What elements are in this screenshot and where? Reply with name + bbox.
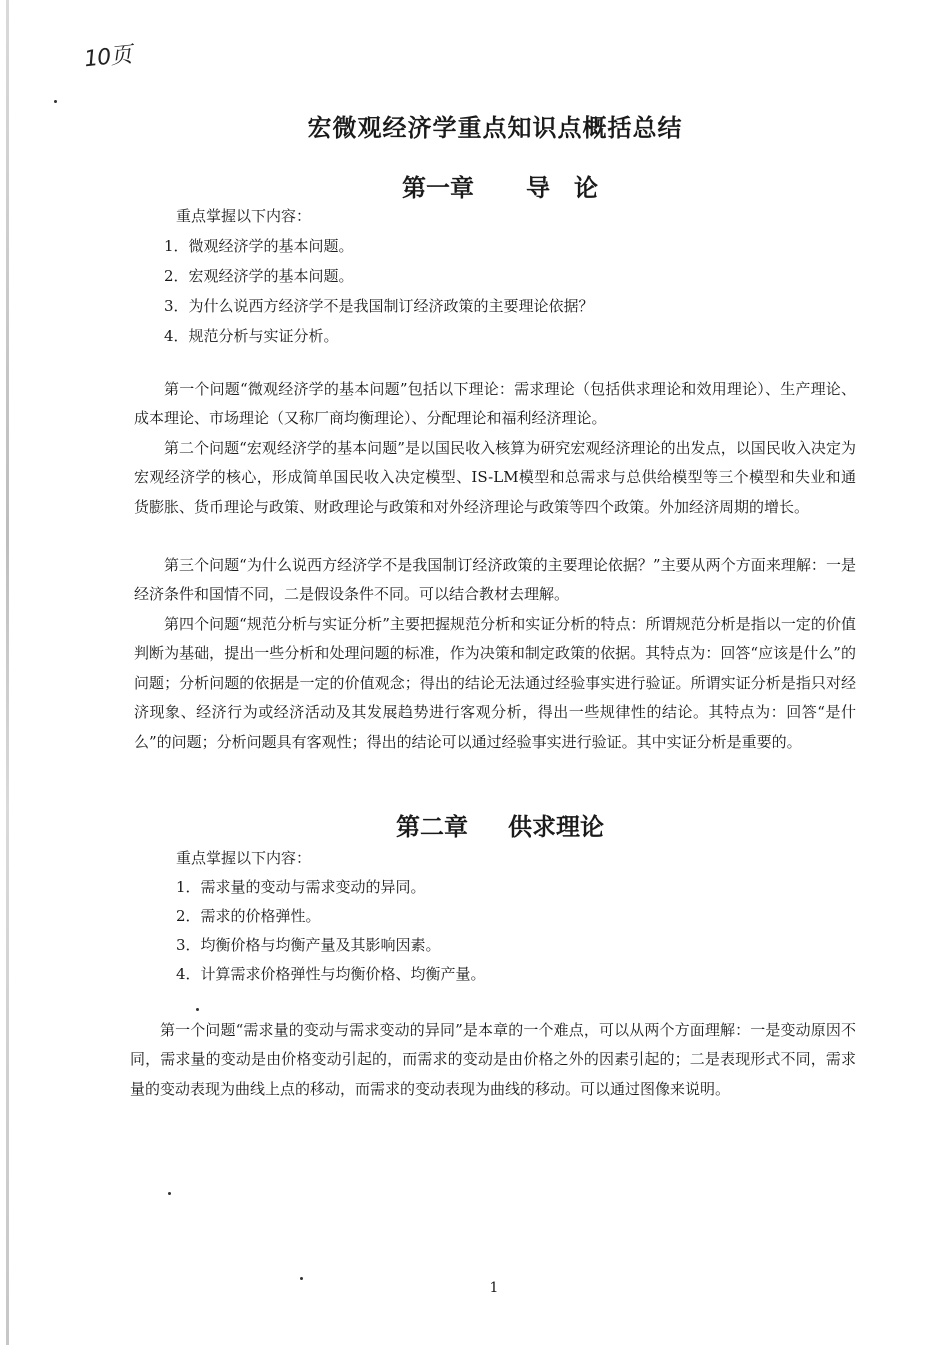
document-title: 宏微观经济学重点知识点概括总结	[307, 113, 683, 142]
chapter-1-item-4: 4．规范分析与实证分析。	[164, 327, 339, 345]
chapter-1-item-3: 3．为什么说西方经济学不是我国制订经济政策的主要理论依据？	[164, 297, 594, 315]
chapter-2-intro: 重点掌握以下内容：	[176, 849, 312, 867]
chapter-2-heading	[0, 807, 950, 842]
scan-speck	[196, 1008, 199, 1011]
scan-speck	[168, 1192, 171, 1195]
chapter-2-item-3: 3．均衡价格与均衡产量及其影响因素。	[176, 936, 441, 954]
chapter-1-paragraph-4: 第四个问题“规范分析与实证分析”主要把握规范分析和实证分析的特点：所谓规范分析是指以一定的价值判断为基础，提出一些分析和处理问题的标准，作为决策和制定政策的依据。其特点为：回答“应该是什么”的问题；分析问题的依据是一定的价值观念；得出的结论无法通过经验事实进行验证。所谓实证分析是指只对经济现象、经济行为或经济活动及其发展趋势进行客观分析，得出一些规律性的结论。其特点为：回答“是什么”的问题；分析问题具有客观性；得出的结论可以通过经验事实进行验证。其中实证分析是重要的。	[134, 615, 856, 751]
chapter-2-paragraph-1: 第一个问题“需求量的变动与需求变动的异同”是本章的一个难点，可以从两个方面理解：一是变动原因不同，需求量的变动是由价格变动引起的，而需求的变动是由价格之外的因素引起的；二是表现形式不同，需求量的变动表现为曲线上点的移动，而需求的变动表现为曲线的移动。可以通过图像来说明。	[130, 1021, 856, 1098]
chapter-2-item-4: 4．计算需求价格弹性与均衡价格、均衡产量。	[176, 965, 486, 983]
chapter-1-paragraph-3: 第三个问题“为什么说西方经济学不是我国制订经济政策的主要理论依据？”主要从两个方面来理解：一是经济条件和国情不同，二是假设条件不同。可以结合教材去理解。	[134, 556, 856, 604]
page-number: 1	[489, 1280, 499, 1296]
chapter-1-name: 导 论	[526, 173, 598, 202]
chapter-1-number: 第一章	[402, 173, 474, 202]
chapter-1-intro: 重点掌握以下内容：	[176, 207, 312, 225]
chapter-2-number: 第二章	[396, 812, 468, 841]
chapter-1-paragraph-2: 第二个问题“宏观经济学的基本问题”是以国民收入核算为研究宏观经济理论的出发点，以国民收入决定为宏观经济学的核心，形成简单国民收入决定模型、IS-LM模型和总需求与总供给模型等三个模型和失业和通货膨胀、货币理论与政策、财政理论与政策和对外经济理论与政策等四个政策。外加经济周期的增长。	[134, 439, 856, 516]
scan-speck	[54, 100, 57, 103]
chapter-1-item-1: 1．微观经济学的基本问题。	[164, 237, 354, 255]
chapter-2-item-1: 1．需求量的变动与需求变动的异同。	[176, 878, 426, 896]
chapter-1-item-2: 2．宏观经济学的基本问题。	[164, 267, 354, 285]
chapter-1-heading	[0, 168, 950, 203]
handwritten-note: 10页	[83, 42, 133, 73]
chapter-1-paragraph-1: 第一个问题“微观经济学的基本问题”包括以下理论：需求理论（包括供求理论和效用理论）、生产理论、成本理论、市场理论（又称厂商均衡理论）、分配理论和福利经济理论。	[134, 380, 856, 428]
chapter-2-name: 供求理论	[508, 812, 604, 841]
chapter-2-item-2: 2．需求的价格弹性。	[176, 907, 321, 925]
